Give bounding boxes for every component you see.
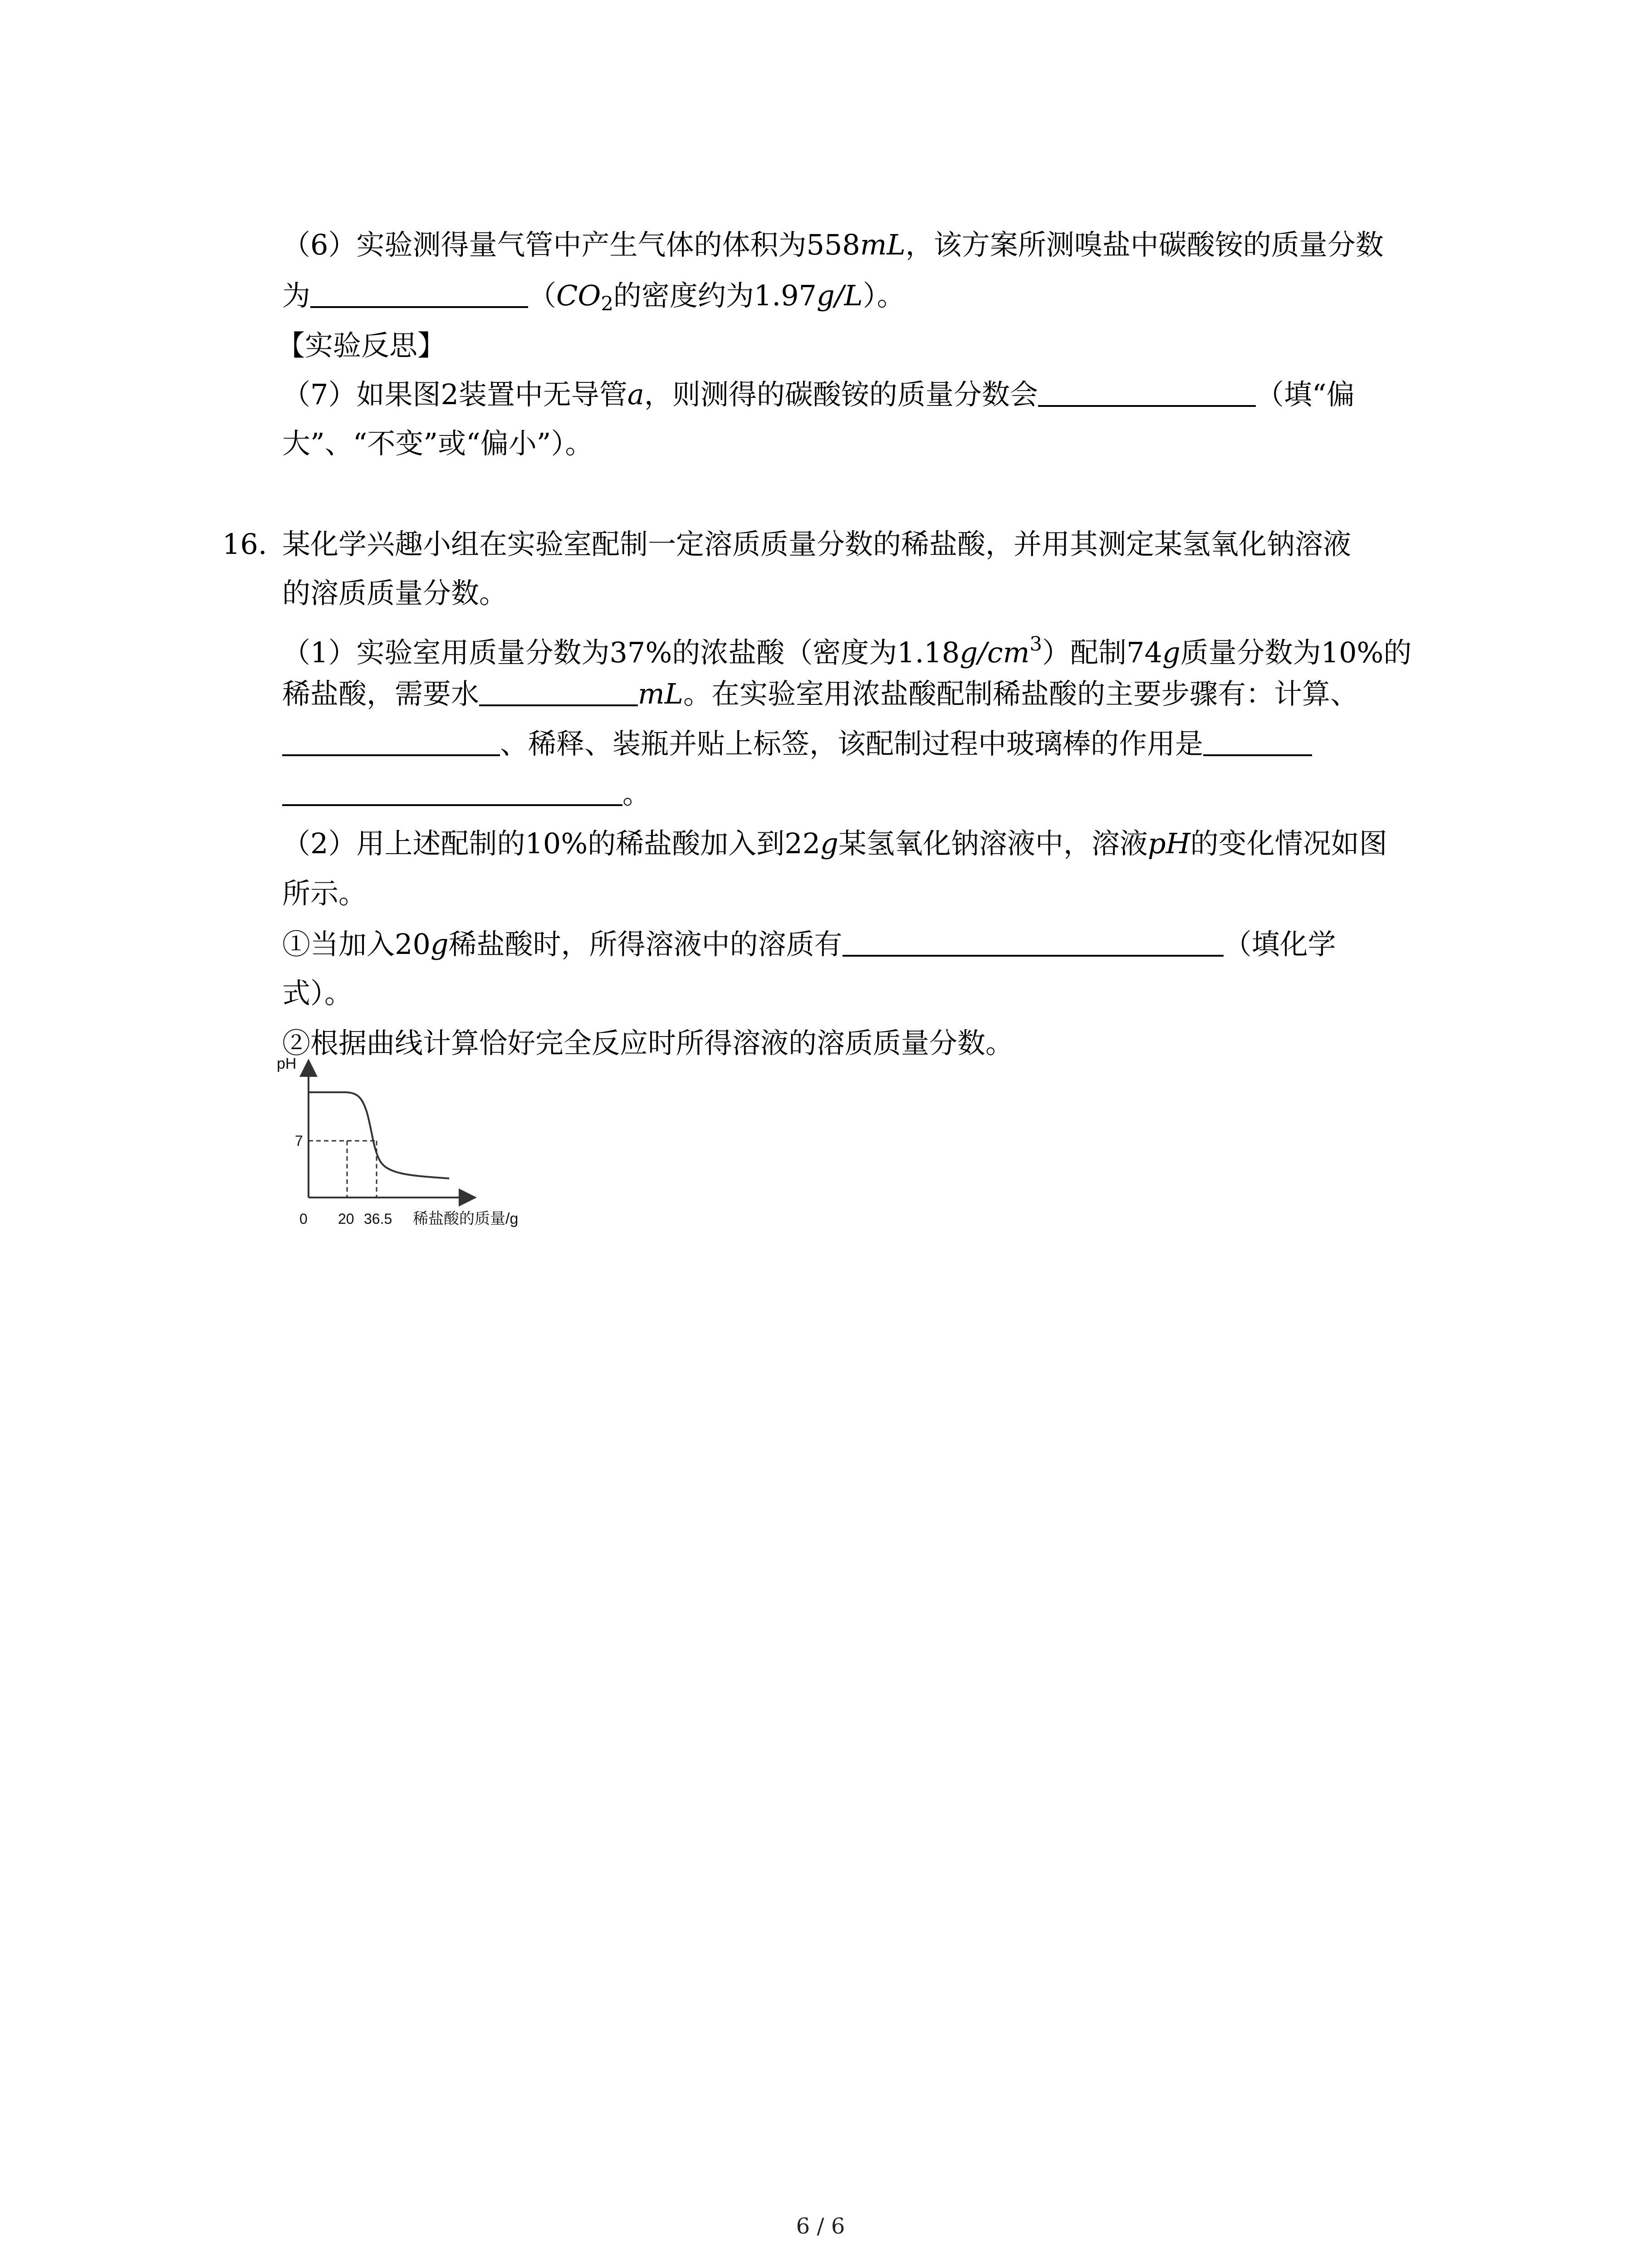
q15-p6-co: CO: [556, 279, 601, 312]
q15-p7-answer-blank[interactable]: [1038, 380, 1256, 407]
q16-p2-text-a: （2）用上述配制的10%的稀盐酸加入到22: [282, 827, 821, 860]
page-number: 6 / 6: [796, 2214, 845, 2239]
q16-p1-unit-g: g: [1162, 636, 1181, 670]
q16-part2-line1: [282, 826, 1387, 862]
q15-part7-line1: [282, 376, 1355, 413]
q15-p7-text-b: ，则测得的碳酸铵的质量分数会: [644, 378, 1038, 411]
q16-part2-line2: 所示。: [282, 877, 367, 910]
q16-p1-unit-ml: mL: [638, 677, 683, 710]
q16-p1-rod-blank-b[interactable]: [282, 779, 622, 806]
q16-p1-superscript-3: 3: [1029, 633, 1043, 655]
q16-part1-line4: [282, 776, 651, 812]
q15-part7-line2: 大”、“不变”或“偏小”）。: [282, 427, 593, 460]
q16-number: 16.: [222, 528, 267, 561]
q16-p1-text-a: （1）实验室用质量分数为37%的浓盐酸（密度为1.18: [282, 636, 960, 670]
q16-sub1-line2: 式）。: [282, 977, 353, 1010]
q16-p2-text-c: 的变化情况如图: [1190, 827, 1387, 860]
q15-p6-text-b: ，该方案所测嗅盐中碳酸铵的质量分数: [905, 228, 1384, 261]
q16-part1-line2: [282, 676, 1358, 712]
q15-p7-text-a: （7）如果图2装置中无导管: [282, 378, 627, 411]
q15-p7-text-c: （填“偏: [1255, 378, 1355, 411]
q16-p1-text-d: 稀盐酸，需要水: [282, 677, 480, 710]
q16-s1-text-a: ①当加入20: [282, 928, 431, 961]
q16-p1-unit: g/cm: [960, 636, 1030, 670]
q16-p1-text-c: 质量分数为10%的: [1180, 636, 1412, 670]
y-axis-label: pH: [277, 1055, 297, 1072]
q15-p6-unit-gl: g/L: [816, 279, 863, 312]
q16-p2-unit-g: g: [820, 827, 838, 860]
ph-curve: [309, 1092, 449, 1178]
q16-p2-ph: pH: [1147, 827, 1190, 860]
q16-s1-text-c: （填化学: [1223, 928, 1336, 961]
q16-intro-line2: 的溶质质量分数。: [282, 577, 508, 610]
reflection-heading: 【实验反思】: [277, 329, 446, 362]
q16-p2-text-b: 某氢氧化钠溶液中，溶液: [838, 827, 1148, 860]
q15-p6-subscript-2: 2: [601, 292, 613, 315]
q16-p1-text-b: ）配制74: [1042, 636, 1162, 670]
q15-p6-answer-blank[interactable]: [310, 281, 528, 308]
q16-p1-text-f: 、稀释、装瓶并贴上标签，该配制过程中玻璃棒的作用是: [500, 727, 1204, 760]
q16-s1-text-b: 稀盐酸时，所得溶液中的溶质有: [448, 928, 843, 961]
q16-intro-line1: 某化学兴趣小组在实验室配制一定溶质质量分数的稀盐酸，并用其测定某氢氧化钠溶液: [282, 528, 1352, 561]
x-tick-0: 0: [299, 1211, 308, 1227]
q16-p1-water-blank[interactable]: [479, 679, 638, 706]
q16-part1-line1: [282, 626, 1411, 671]
q15-p7-var-a: a: [627, 378, 644, 411]
y-tick-7: 7: [295, 1133, 303, 1149]
q16-part1-line3: [282, 726, 1312, 762]
q15-p6-text-c: 为: [282, 279, 311, 312]
ph-curve-chart: [277, 1043, 622, 1243]
q15-p6-text-d: 的密度约为1.97: [613, 279, 817, 312]
q15-p6-text-a: （6）实验测得量气管中产生气体的体积为558: [282, 228, 860, 261]
x-tick-20: 20: [338, 1211, 354, 1227]
x-axis-label: 稀盐酸的质量/g: [413, 1210, 519, 1227]
q16-p1-end-mark: 。: [622, 777, 651, 810]
q16-p1-rod-blank-a[interactable]: [1203, 729, 1312, 756]
q15-p6-unit-ml: mL: [860, 228, 906, 261]
q15-part6-line2: [282, 278, 905, 322]
q15-part6-line1: [282, 227, 1384, 263]
q16-sub2-line: ②根据曲线计算恰好完全反应时所得溶液的溶质质量分数。: [282, 1026, 1014, 1060]
q15-p6-text-e: ）。: [862, 279, 905, 312]
q16-s1-unit-g: g: [430, 928, 449, 961]
q16-s1-solute-blank[interactable]: [843, 929, 1224, 957]
q16-p1-step-blank[interactable]: [282, 729, 500, 756]
q16-sub1-line1: [282, 926, 1336, 963]
x-tick-36-5: 36.5: [364, 1211, 392, 1227]
q16-p1-text-e: 。在实验室用浓盐酸配制稀盐酸的主要步骤有：计算、: [683, 677, 1358, 710]
q15-p6-paren-open: （: [528, 279, 557, 312]
